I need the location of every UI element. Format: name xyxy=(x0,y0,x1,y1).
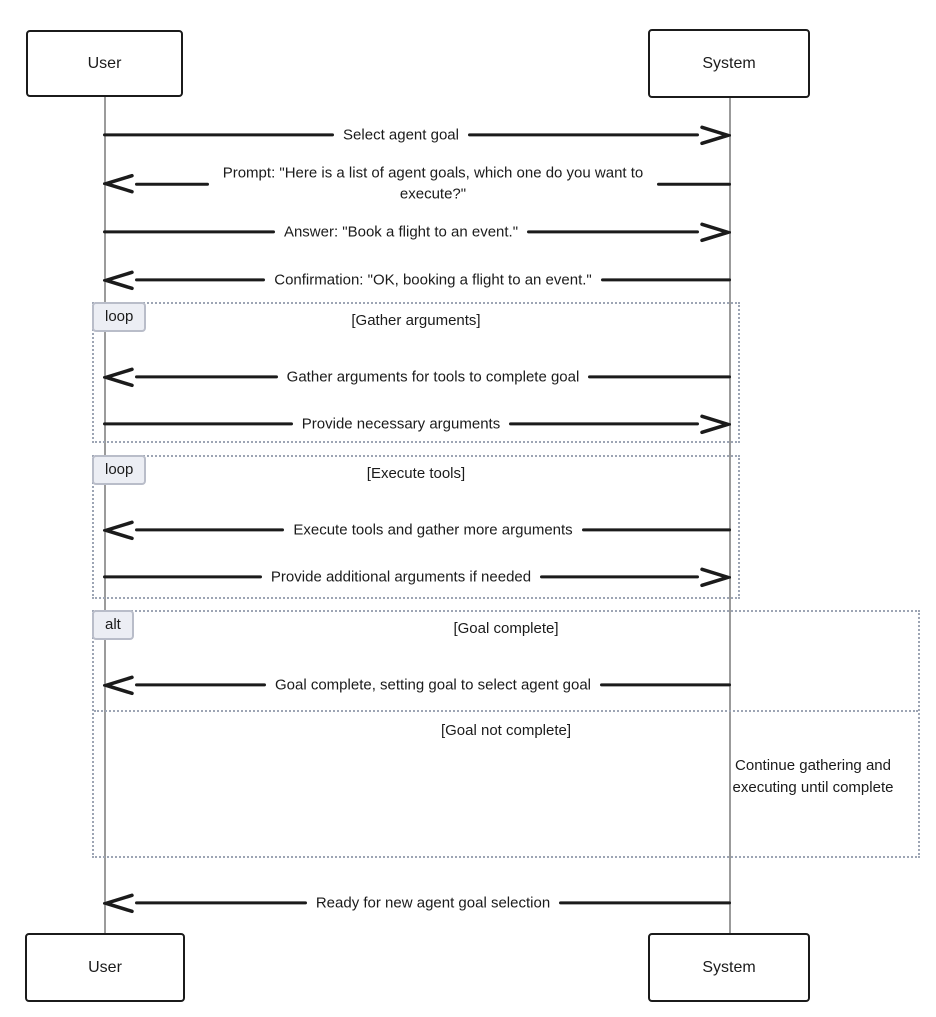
message-line xyxy=(103,133,334,137)
arrowhead-left-icon xyxy=(103,520,135,540)
message-label: Prompt: "Here is a list of agent goals, which one do you want to execute?" xyxy=(222,164,644,203)
message-label: Execute tools and gather more arguments xyxy=(293,521,573,539)
message-goal-complete xyxy=(103,674,731,695)
message-gather-arguments xyxy=(103,366,731,387)
message-label: Select agent goal xyxy=(343,126,459,144)
message-label: Goal complete, setting goal to select agent goal xyxy=(274,676,592,694)
message-line xyxy=(540,575,699,579)
note-continue-gathering: Continue gathering and executing until complete xyxy=(732,757,894,796)
actor-label: System xyxy=(702,958,756,976)
actor-label: System xyxy=(702,54,756,72)
message-label: Provide additional arguments if needed xyxy=(270,568,532,586)
arrowhead-left-icon xyxy=(103,270,135,290)
message-label: Gather arguments for tools to complete goal xyxy=(286,368,580,386)
alt-frame xyxy=(92,610,920,858)
arrowhead-right-icon xyxy=(699,222,731,242)
actor-user-bottom xyxy=(25,933,185,1002)
message-line xyxy=(135,375,278,379)
loop-frame-label: loop xyxy=(92,455,146,485)
message-line xyxy=(135,182,209,186)
message-line xyxy=(600,683,731,687)
loop-frame-label: loop xyxy=(92,302,146,332)
message-label: Ready for new agent goal selection xyxy=(315,894,551,912)
message-line xyxy=(509,422,699,426)
message-line xyxy=(135,278,265,282)
message-line xyxy=(657,182,731,186)
message-prompt-agent-goals xyxy=(103,163,731,206)
message-execute-tools xyxy=(103,519,731,540)
arrowhead-right-icon xyxy=(699,567,731,587)
arrowhead-right-icon xyxy=(699,414,731,434)
message-line xyxy=(103,422,293,426)
actor-user-top xyxy=(26,30,183,97)
alt-condition-goal-complete: [Goal complete] xyxy=(453,620,559,637)
arrowhead-left-icon xyxy=(103,174,135,194)
message-provide-necessary-arguments xyxy=(103,413,731,434)
message-select-agent-goal xyxy=(103,124,731,145)
loop-frame-condition: [Execute tools] xyxy=(366,465,466,482)
message-line xyxy=(601,278,731,282)
message-line xyxy=(527,230,699,234)
alt-frame-label: alt xyxy=(92,610,134,640)
message-line xyxy=(559,901,731,905)
alt-divider xyxy=(94,710,918,712)
message-line xyxy=(135,901,307,905)
message-line xyxy=(135,528,284,532)
message-ready-for-new-goal xyxy=(103,892,731,913)
message-label: Provide necessary arguments xyxy=(301,415,501,433)
message-confirmation-booking xyxy=(103,269,731,290)
message-provide-additional-arguments xyxy=(103,566,731,587)
message-line xyxy=(582,528,731,532)
actor-label: User xyxy=(87,54,122,72)
message-label: Answer: "Book a flight to an event." xyxy=(283,223,519,241)
message-label: Confirmation: "OK, booking a flight to an event." xyxy=(274,271,592,289)
loop-frame-condition: [Gather arguments] xyxy=(351,312,481,329)
arrowhead-right-icon xyxy=(699,125,731,145)
message-answer-book-flight xyxy=(103,221,731,242)
actor-system-top xyxy=(648,29,810,98)
message-line xyxy=(468,133,699,137)
arrowhead-left-icon xyxy=(103,675,135,695)
message-line xyxy=(103,575,262,579)
message-line xyxy=(588,375,731,379)
actor-label: User xyxy=(88,958,122,976)
actor-system-bottom xyxy=(648,933,810,1002)
message-line xyxy=(135,683,266,687)
arrowhead-left-icon xyxy=(103,367,135,387)
message-line xyxy=(103,230,275,234)
alt-condition-goal-not-complete: [Goal not complete] xyxy=(440,722,572,739)
arrowhead-left-icon xyxy=(103,893,135,913)
